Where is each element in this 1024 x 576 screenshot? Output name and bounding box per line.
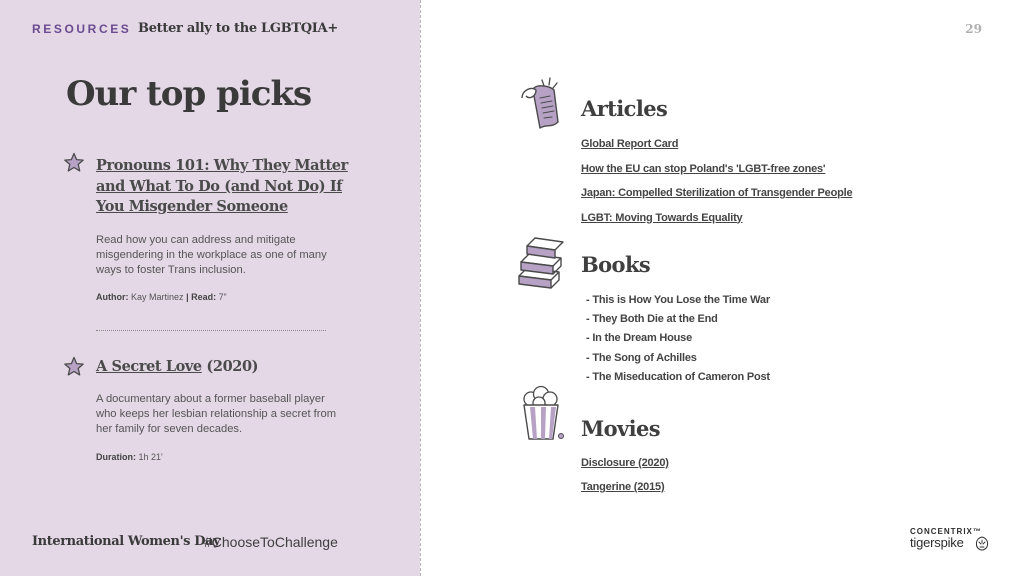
articles-list	[581, 138, 852, 236]
popcorn-icon	[517, 385, 567, 443]
movie-link[interactable]: Disclosure (2020)	[581, 457, 669, 469]
page-title: Our top picks	[66, 74, 312, 114]
pick-2-description: A documentary about a former baseball player who keeps her lesbian relationship a secret from her family for seven decades.	[96, 393, 337, 435]
movies-title: Movies	[581, 416, 661, 441]
tiger-logo-icon	[975, 536, 989, 551]
pick-2-title-link[interactable]: A Secret Love	[96, 358, 202, 375]
star-icon	[62, 151, 86, 175]
pick-1-meta-separator: |	[186, 292, 189, 302]
pick-2-title-year: (2020)	[201, 358, 259, 375]
concentrix-logo-text: CONCENTRIX™	[910, 527, 982, 536]
vertical-divider	[420, 0, 421, 576]
pick-1-title-line-1[interactable]: Pronouns 101: Why They Matter	[96, 157, 348, 174]
footer-event: International Women's Day	[32, 534, 221, 549]
book-item: - In the Dream House	[586, 332, 693, 345]
pick-1-description: Read how you can address and mitigate misgendering in the workplace as one of many ways to foster Trans inclusion.	[96, 234, 327, 276]
tigerspike-logo-text: tigerspike	[910, 535, 964, 550]
pick-1-title-line-3[interactable]: You Misgender Someone	[96, 198, 288, 215]
pick-2-duration-value: 1h 21'	[138, 452, 163, 462]
article-link[interactable]: Japan: Compelled Sterilization of Transgender People	[581, 187, 853, 199]
pick-2-title	[96, 357, 258, 378]
pick-1-title[interactable]	[96, 156, 348, 218]
books-list	[586, 293, 770, 389]
pick-1-author-label: Author:	[96, 292, 129, 302]
picks-separator	[96, 330, 326, 331]
article-link[interactable]: LGBT: Moving Towards Equality	[581, 211, 743, 224]
book-item: - This is How You Lose the Time War	[586, 294, 770, 306]
pick-1-author-value: Kay Martinez	[131, 292, 184, 302]
book-item: - They Both Die at the End	[586, 313, 718, 326]
pick-2-meta	[96, 452, 163, 462]
footer-hashtag: #ChooseToChallenge	[204, 534, 338, 550]
header-subtitle: Better ally to the LGBTQIA+	[138, 21, 338, 36]
article-link[interactable]: Global Report Card	[581, 138, 679, 150]
book-item: - The Song of Achilles	[586, 351, 697, 364]
pick-1-title-line-2[interactable]: and What To Do (and Not Do) If	[96, 177, 343, 195]
pick-1-meta	[96, 292, 227, 302]
book-item: - The Miseducation of Cameron Post	[586, 370, 770, 383]
scroll-icon	[512, 74, 570, 136]
books-stack-icon	[513, 236, 569, 294]
movie-link[interactable]: Tangerine (2015)	[581, 481, 665, 493]
pick-2-duration-label: Duration:	[96, 452, 136, 462]
articles-title: Articles	[581, 96, 668, 121]
pick-1-read-label: Read:	[191, 292, 217, 302]
page-number: 29	[965, 22, 982, 36]
article-link[interactable]: How the EU can stop Poland's 'LGBT-free zones'	[581, 162, 826, 175]
star-icon	[62, 355, 86, 379]
books-title: Books	[581, 252, 651, 277]
header-section-label: RESOURCES	[32, 22, 132, 36]
pick-1-read-value: 7”	[218, 292, 227, 302]
movies-list	[581, 457, 669, 505]
